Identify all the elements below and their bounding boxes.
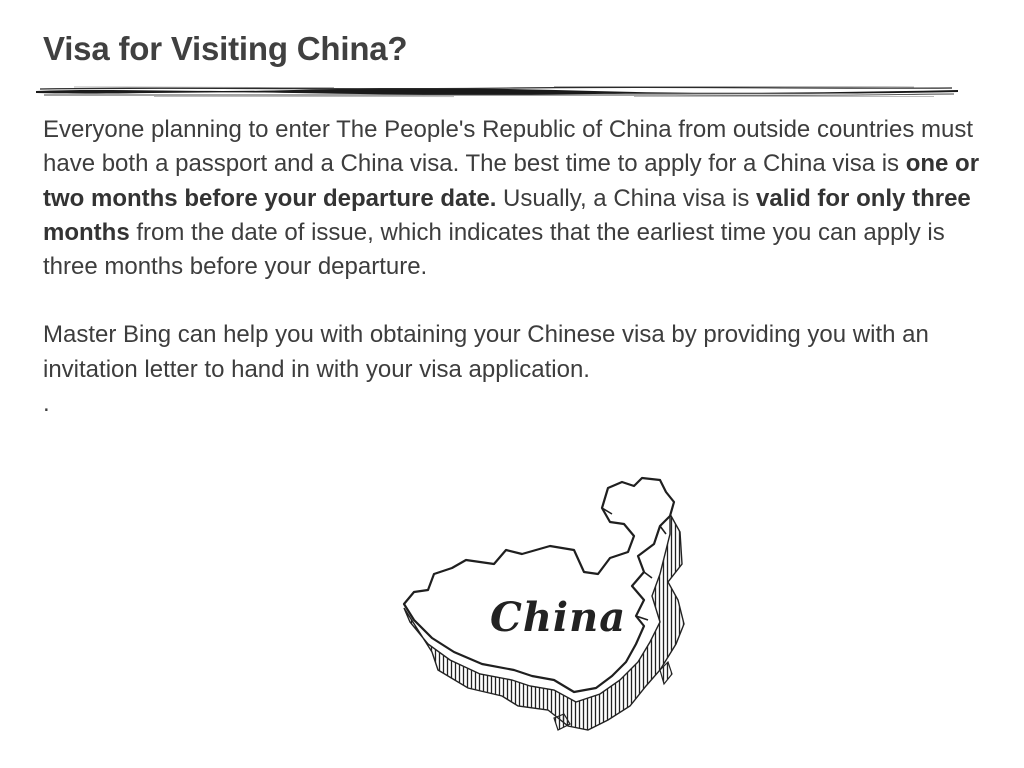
paragraph-text: Usually, a China visa is [496, 184, 757, 212]
emphasis-apply-time: one or two months before your departure date. [43, 150, 980, 212]
main-content [43, 113, 1003, 421]
china-map-illustration [398, 474, 693, 736]
paragraph-invitation-letter: Master Bing can help you with obtaining your Chinese visa by providing you with an invitation letter to hand in with your visa application. [43, 321, 929, 383]
emphasis-validity: valid for only three months [43, 184, 971, 246]
paragraph-text: Everyone planning to enter The People's Republic of China from outside countries must have both a passport and a China visa. The best time to apply for a China visa is [43, 116, 973, 178]
paragraph-spacer [43, 284, 1003, 318]
map-label: China [490, 594, 627, 641]
page-title: Visa for Visiting China? [43, 30, 408, 67]
paragraph-visa-requirements [43, 113, 1003, 284]
paragraph-text: from the date of issue, which indicates that the earliest time you can apply is three months before your departure. [43, 218, 945, 281]
brush-divider [34, 84, 960, 98]
trailing-dot: . [43, 390, 50, 418]
